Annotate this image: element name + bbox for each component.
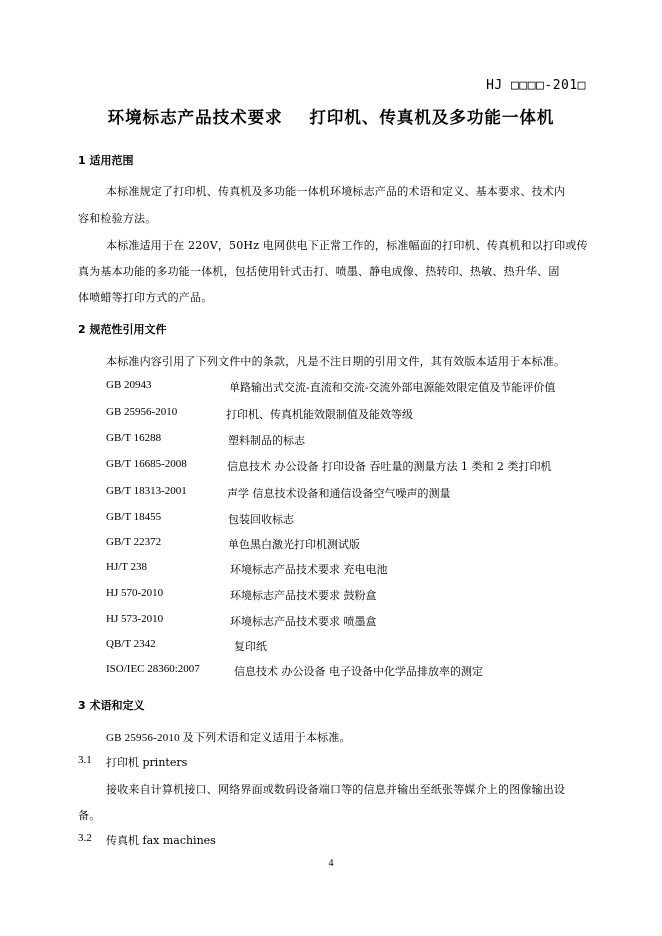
reference-title: 复印纸 [234,640,267,653]
section-1-heading: 1 适用范围 [78,154,134,167]
term-3-2-name: 传真机 fax machines [106,834,216,847]
s1-paragraph-2-line-3: 体喷蜡等打印方式的产品。 [78,291,213,304]
s3-intro: GB 25956-2010 及下列术语和定义适用于本标准。 [106,732,351,744]
reference-code: GB/T 18313-2001 [106,485,187,497]
s2-intro: 本标准内容引用了下列文件中的条款，凡是不注日期的引用文件，其有效版本适用于本标准。 [106,355,566,368]
reference-title: 包装回收标志 [228,513,294,526]
reference-title: 单路输出式交流-直流和交流-交流外部电源能效限定值及节能评价值 [229,381,556,394]
reference-title: 信息技术 办公设备 打印设备 吞吐量的测量方法 1 类和 2 类打印机 [227,460,552,473]
reference-title: 声学 信息技术设备和通信设备空气噪声的测量 [227,487,451,500]
term-3-1-name: 打印机 printers [106,756,188,769]
reference-code: QB/T 2342 [106,638,156,650]
reference-title: 单色黑白激光打印机测试版 [228,538,360,551]
reference-code: HJ 573-2010 [106,613,164,625]
term-3-2-number: 3.2 [78,832,92,844]
section-2-heading: 2 规范性引用文件 [78,323,167,336]
page-number: 4 [328,858,334,869]
reference-title: 环境标志产品技术要求 喷墨盒 [230,615,377,628]
document-code: HJ □□□□-201□ [486,78,586,93]
term-3-1-number: 3.1 [78,754,92,766]
s1-paragraph-1-line-1: 本标准规定了打印机、传真机及多功能一体机环境标志产品的术语和定义、基本要求、技术内 [106,185,566,198]
reference-code: GB 20943 [106,379,152,391]
term-3-1-definition-line-2: 备。 [78,809,101,822]
document-title: 环境标志产品技术要求 打印机、传真机及多功能一体机 [107,108,555,127]
reference-code: ISO/IEC 28360:2007 [106,663,200,675]
reference-code: GB/T 22372 [106,536,162,548]
reference-code: GB/T 16288 [106,432,162,444]
reference-title: 塑料制品的标志 [228,434,305,447]
s1-paragraph-2-line-2: 真为基本功能的多功能一体机，包括使用针式击打、喷墨、静电成像、热转印、热敏、热升华、固 [78,265,560,278]
reference-title: 打印机、传真机能效限制值及能效等级 [226,408,413,421]
s1-paragraph-2-line-1: 本标准适用于在 220V，50Hz 电网供电下正常工作的，标准幅面的打印机、传真机和以打印或传 [106,239,588,252]
reference-title: 信息技术 办公设备 电子设备中化学品排放率的测定 [234,665,483,678]
reference-title: 环境标志产品技术要求 充电电池 [230,563,388,576]
reference-code: HJ/T 238 [106,561,148,573]
reference-title: 环境标志产品技术要求 鼓粉盒 [230,589,377,602]
reference-code: GB 25956-2010 [106,406,178,418]
reference-code: HJ 570-2010 [106,587,164,599]
s1-paragraph-1-line-2: 容和检验方法。 [78,212,157,225]
term-3-1-definition-line-1: 接收来自计算机接口、网络界面或数码设备端口等的信息并输出至纸张等媒介上的图像输出设 [106,783,566,796]
reference-code: GB/T 18455 [106,511,162,523]
section-3-heading: 3 术语和定义 [78,699,145,712]
reference-code: GB/T 16685-2008 [106,458,187,470]
